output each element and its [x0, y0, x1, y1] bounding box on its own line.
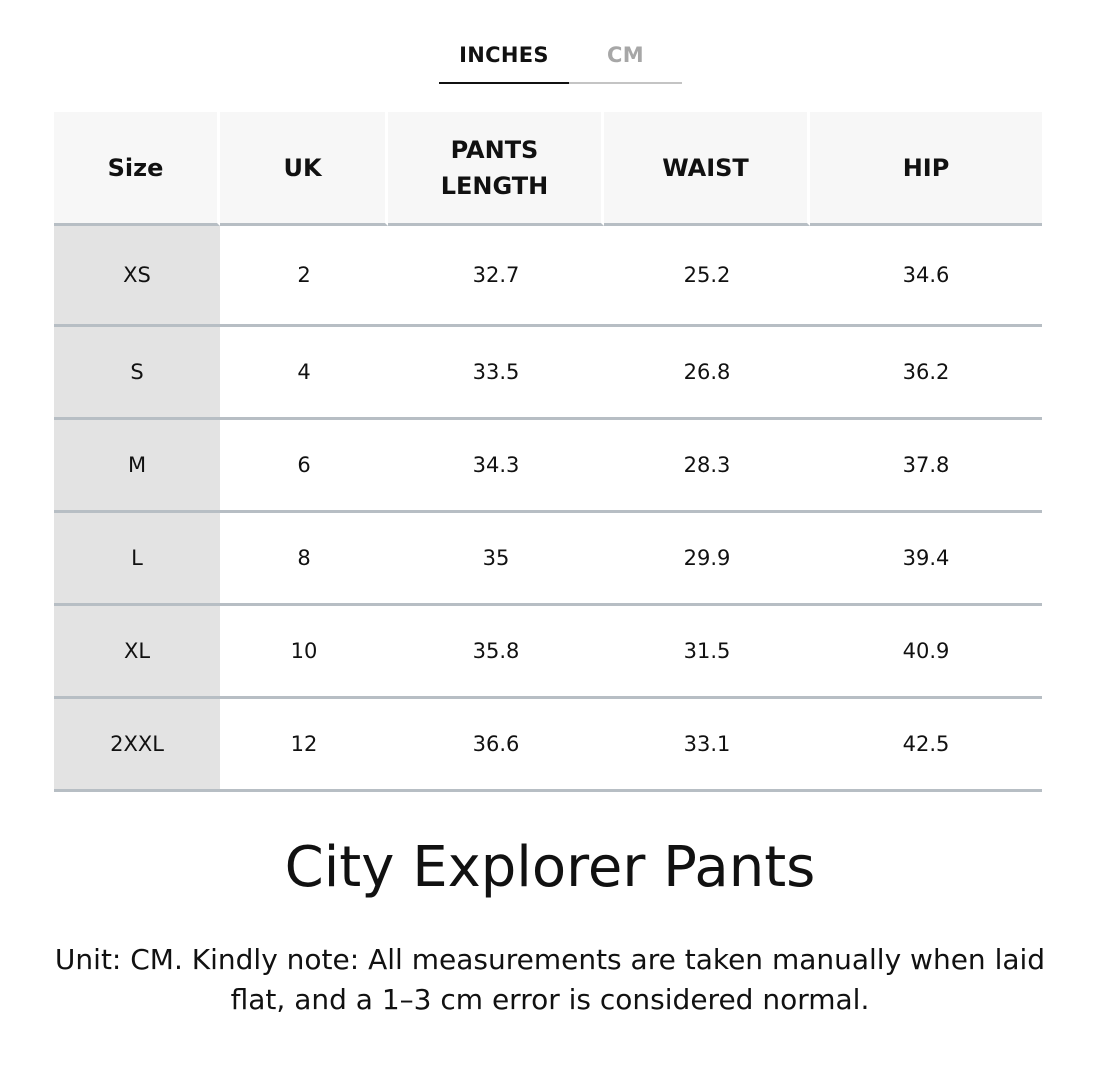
- header-hip: HIP: [810, 112, 1042, 226]
- table-row: [54, 699, 1042, 792]
- hip-cell: 40.9: [810, 606, 1042, 699]
- uk-cell: 8: [220, 513, 388, 606]
- size-cell: S: [54, 327, 220, 420]
- table-row: [54, 606, 1042, 699]
- hip-cell: 39.4: [810, 513, 1042, 606]
- pants-length-cell: 33.5: [388, 327, 604, 420]
- uk-cell: 10: [220, 606, 388, 699]
- hip-cell: 36.2: [810, 327, 1042, 420]
- header-pants-length-line2: LENGTH: [440, 171, 549, 200]
- table-row: [54, 226, 1042, 327]
- waist-cell: 25.2: [604, 226, 810, 327]
- hip-cell: 42.5: [810, 699, 1042, 792]
- tab-inches[interactable]: INCHES: [439, 38, 569, 84]
- table-header-row: [54, 112, 1042, 226]
- pants-length-cell: 34.3: [388, 420, 604, 513]
- header-waist: WAIST: [604, 112, 810, 226]
- pants-length-cell: 32.7: [388, 226, 604, 327]
- waist-cell: 31.5: [604, 606, 810, 699]
- size-cell: XL: [54, 606, 220, 699]
- product-title: City Explorer Pants: [284, 835, 816, 900]
- table-row: [54, 420, 1042, 513]
- waist-cell: 26.8: [604, 327, 810, 420]
- header-pants-length: [388, 112, 604, 226]
- uk-cell: 6: [220, 420, 388, 513]
- table-row: [54, 513, 1042, 606]
- pants-length-cell: 35: [388, 513, 604, 606]
- waist-cell: 29.9: [604, 513, 810, 606]
- unit-tabs: [439, 38, 682, 86]
- size-cell: XS: [54, 226, 220, 327]
- uk-cell: 12: [220, 699, 388, 792]
- pants-length-cell: 35.8: [388, 606, 604, 699]
- table-row: [54, 327, 1042, 420]
- size-cell: L: [54, 513, 220, 606]
- uk-cell: 2: [220, 226, 388, 327]
- header-pants-length-line1: PANTS: [450, 135, 539, 164]
- waist-cell: 28.3: [604, 420, 810, 513]
- measurement-note: Unit: CM. Kindly note: All measurements are taken manually when laid flat, and a 1–3 cm error is considered normal.: [54, 943, 1046, 1016]
- uk-cell: 4: [220, 327, 388, 420]
- pants-length-cell: 36.6: [388, 699, 604, 792]
- hip-cell: 34.6: [810, 226, 1042, 327]
- size-chart-table: [54, 112, 1042, 792]
- header-size: Size: [54, 112, 220, 226]
- header-uk: UK: [220, 112, 388, 226]
- size-cell: 2XXL: [54, 699, 220, 792]
- waist-cell: 33.1: [604, 699, 810, 792]
- hip-cell: 37.8: [810, 420, 1042, 513]
- tab-cm[interactable]: CM: [569, 38, 682, 84]
- size-cell: M: [54, 420, 220, 513]
